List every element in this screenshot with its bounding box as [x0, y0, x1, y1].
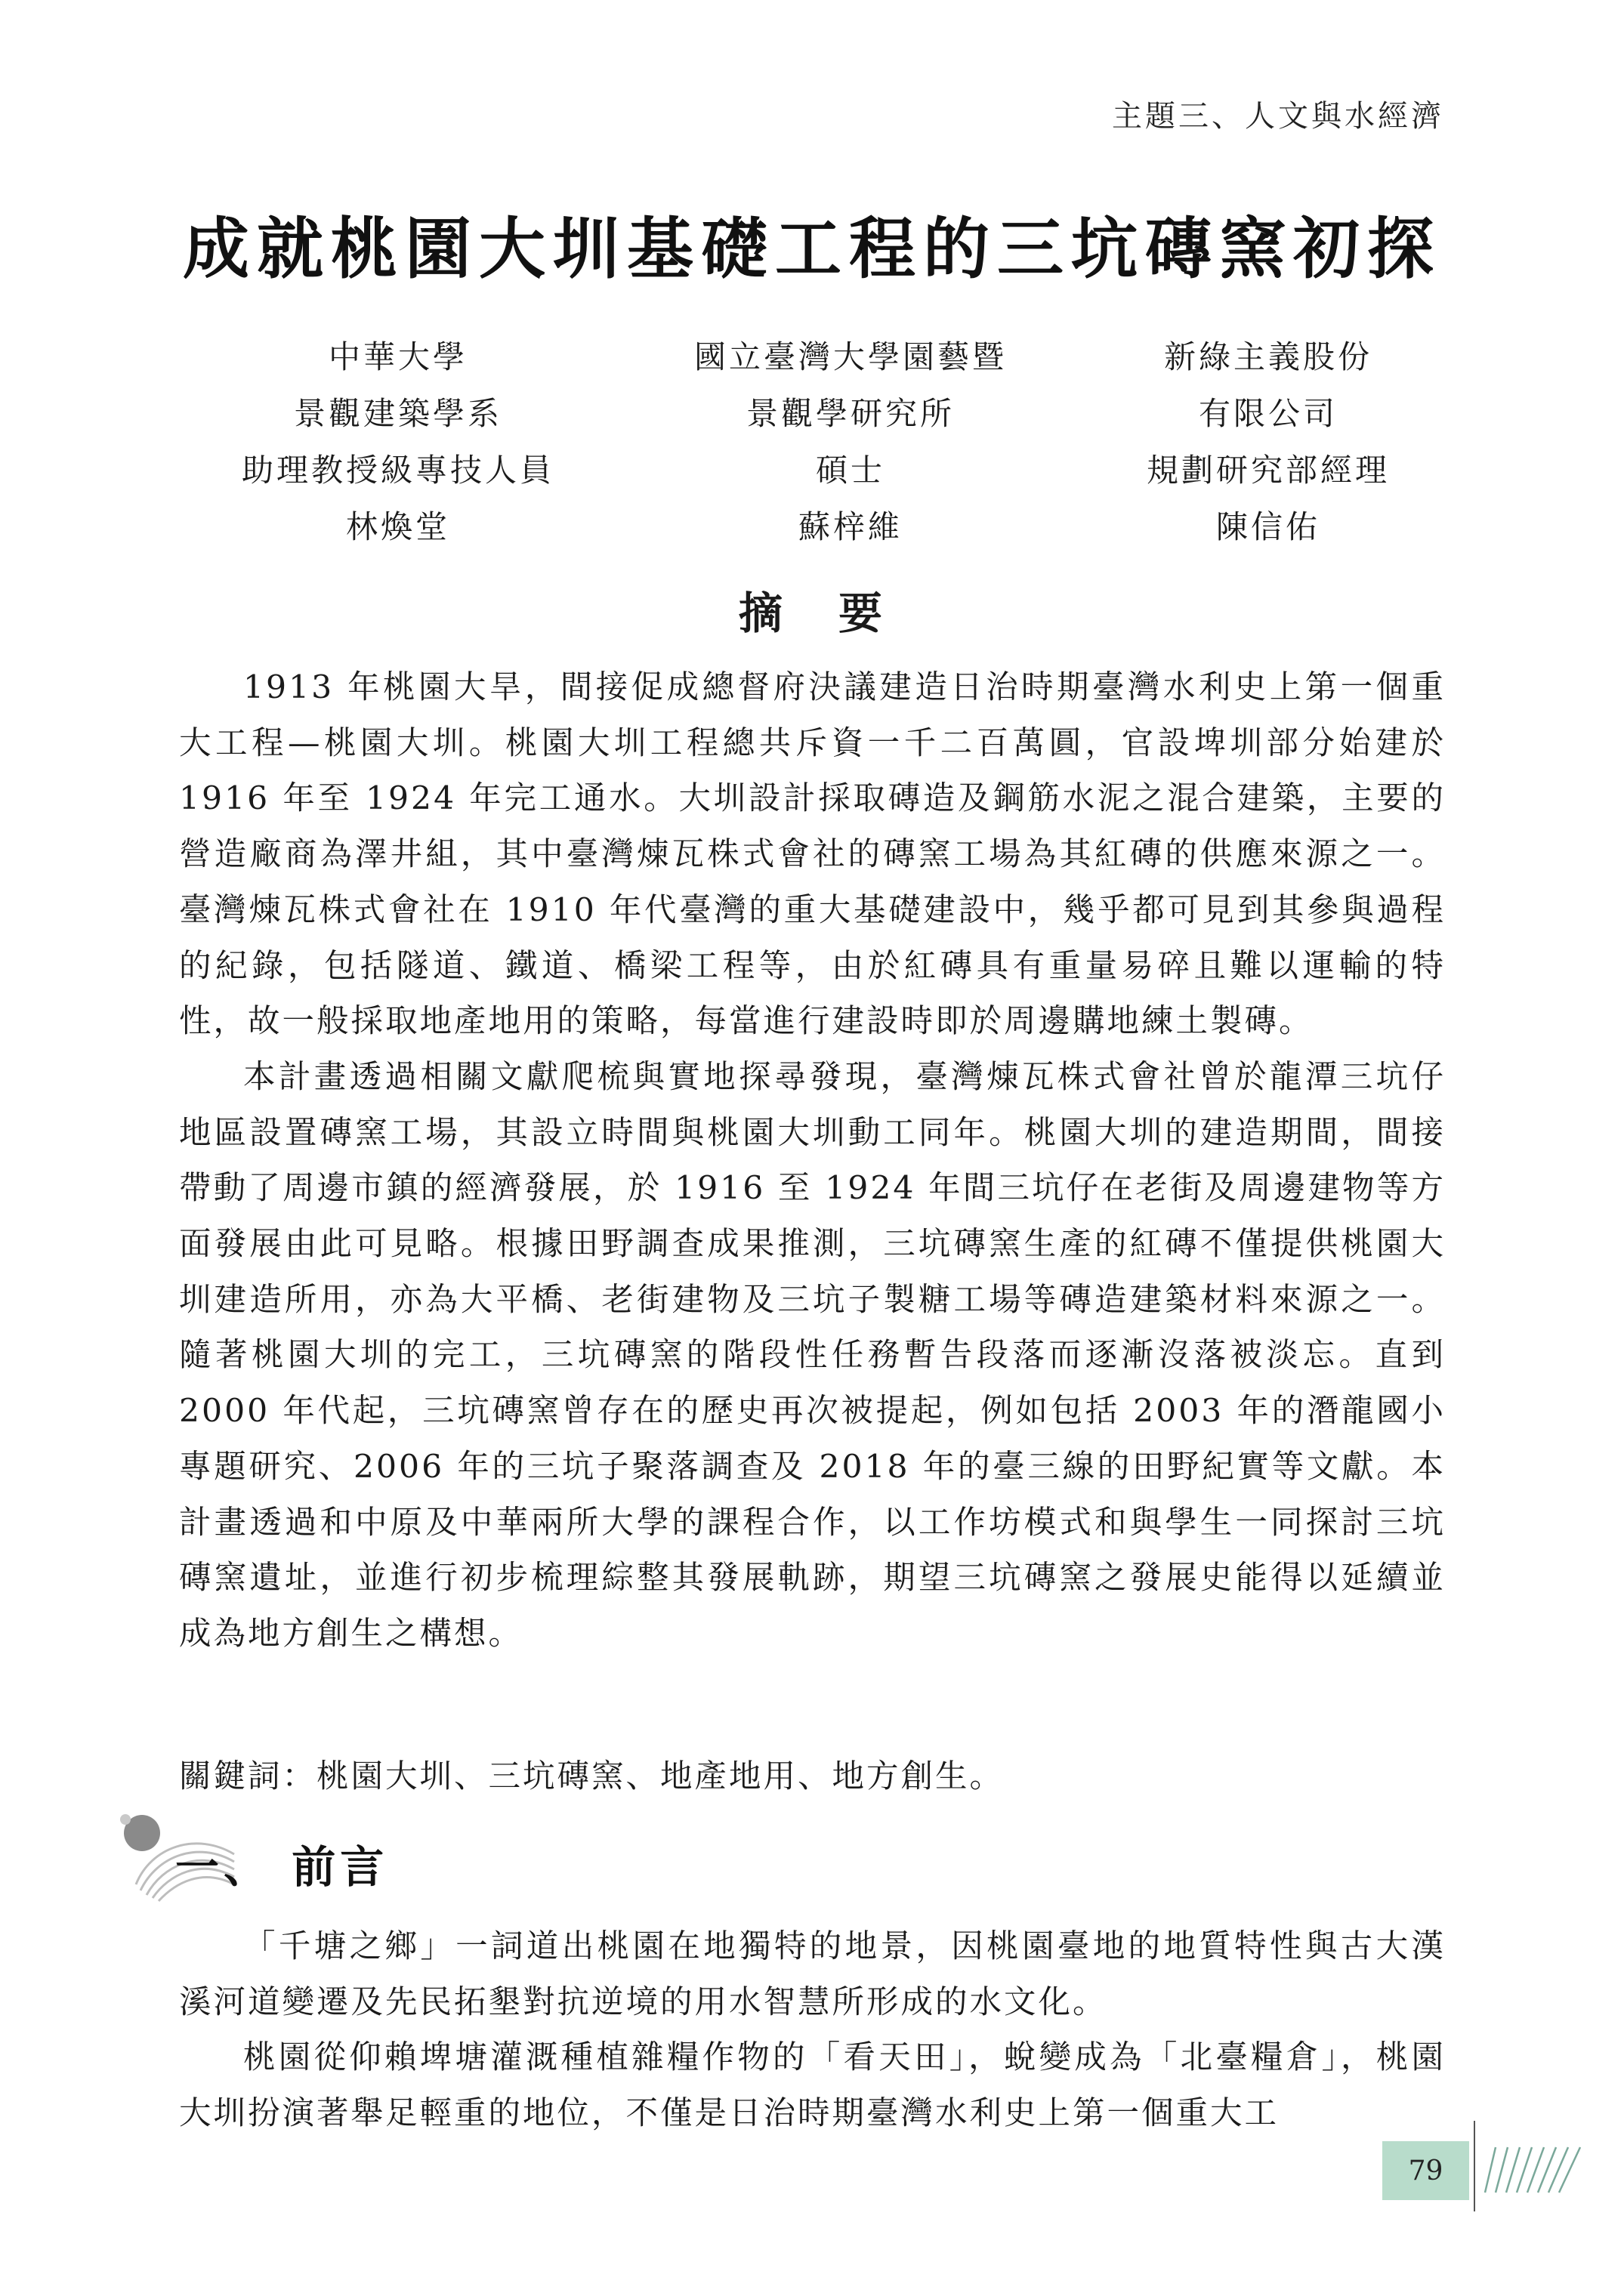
section-heading: 一、 前言: [175, 1841, 389, 1893]
author-affiliation: 新綠主義股份: [1163, 338, 1372, 375]
abstract-paragraph: 本計畫透過相關文獻爬梳與實地探尋發現，臺灣煉瓦株式會社曾於龍潭三坑仔地區設置磚窯工場，其設立時間與桃園大圳動工同年。桃園大圳的建造期間，間接帶動了周邊市鎮的經濟發展，於 1916 至 1924 年間三坑仔在老街及周邊建物等方面發展由此可見略。根據田野調查成果推測，三坑磚窯生產的紅磚不僅提供桃園大圳建造所用，亦為大平橋、老街建物及三坑子製糖工場等磚造建築材料來源之一。隨著桃園大圳的完工，三坑磚窯的階段性任務暫告段落而逐漸沒落被淡忘。直到 2000 年代起，三坑磚窯曾存在的歷史再次被提起，例如包括 2003 年的潛龍國小專題研究、2006 年的三坑子聚落調查及 2018 年的臺三線的田野紀實等文獻。本計畫透過和中原及中華兩所大學的課程合作，以工作坊模式和與學生一同探討三坑磚窯遺址，並進行初步梳理綜整其發展軌跡，期望三坑磚窯之發展史能得以延續並成為地方創生之構想。: [179, 1058, 1446, 1653]
keywords: 關鍵詞：桃園大圳、三坑磚窯、地產地用、地方創生。: [179, 1758, 1005, 1795]
author-name: 蘇梓維: [798, 508, 903, 545]
section-body: [179, 1919, 1446, 2142]
page-number-box: [1382, 2141, 1469, 2200]
running-header: 主題三、人文與水經濟: [1112, 99, 1444, 134]
author-column-2: [694, 329, 1007, 555]
author-department: 景觀學研究所: [746, 395, 955, 432]
author-block: [242, 329, 1390, 555]
abstract-heading-char-2: 要: [838, 588, 886, 639]
author-department: 有限公司: [1198, 395, 1338, 432]
section-paragraph: 「千塘之鄉」一詞道出桃園在地獨特的地景，因桃園臺地的地質特性與古大漢溪河道變遷及先民拓墾對抗逆境的用水智慧所形成的水文化。: [179, 1928, 1446, 2021]
abstract-body: [179, 660, 1446, 1662]
abstract-heading-char-1: 摘: [738, 588, 786, 639]
author-position: 助理教授級專技人員: [242, 452, 555, 489]
author-affiliation: 中華大學: [329, 338, 468, 375]
page-number: 79: [1408, 2155, 1443, 2187]
author-name: 陳信佑: [1215, 508, 1320, 545]
author-position: 規劃研究部經理: [1146, 452, 1390, 489]
footer-stripes-icon: [1471, 2121, 1592, 2211]
author-affiliation: 國立臺灣大學園藝暨: [693, 338, 1007, 375]
section-paragraph: 桃園從仰賴埤塘灌溉種植雜糧作物的「看天田」，蛻變成為「北臺糧倉」，桃園大圳扮演著舉足輕重的地位，不僅是日治時期臺灣水利史上第一個重大工: [179, 2039, 1446, 2133]
abstract-heading: [0, 578, 1624, 641]
abstract-paragraph: 1913 年桃園大旱，間接促成總督府決議建造日治時期臺灣水利史上第一個重大工程—桃園大圳。桃園大圳工程總共斥資一千二百萬圓，官設埤圳部分始建於 1916 年至 1924 年完工通水。大圳設計採取磚造及鋼筋水泥之混合建築，主要的營造廠商為澤井組，其中臺灣煉瓦株式會社的磚窯工場為其紅磚的供應來源之一。臺灣煉瓦株式會社在 1910 年代臺灣的重大基礎建設中，幾乎都可見到其參與過程的紀錄，包括隧道、鐵道、橋梁工程等，由於紅磚具有重量易碎且難以運輸的特性，故一般採取地產地用的策略，每當進行建設時即於周邊購地練土製磚。: [179, 669, 1446, 1041]
article-title: 成就桃園大圳基礎工程的三坑磚窯初探: [182, 209, 1441, 288]
author-column-1: [242, 329, 554, 555]
author-column-3: [1147, 329, 1390, 555]
author-position: 碩士: [815, 452, 885, 489]
author-name: 林煥堂: [346, 508, 451, 545]
author-department: 景觀建築學系: [294, 395, 503, 432]
